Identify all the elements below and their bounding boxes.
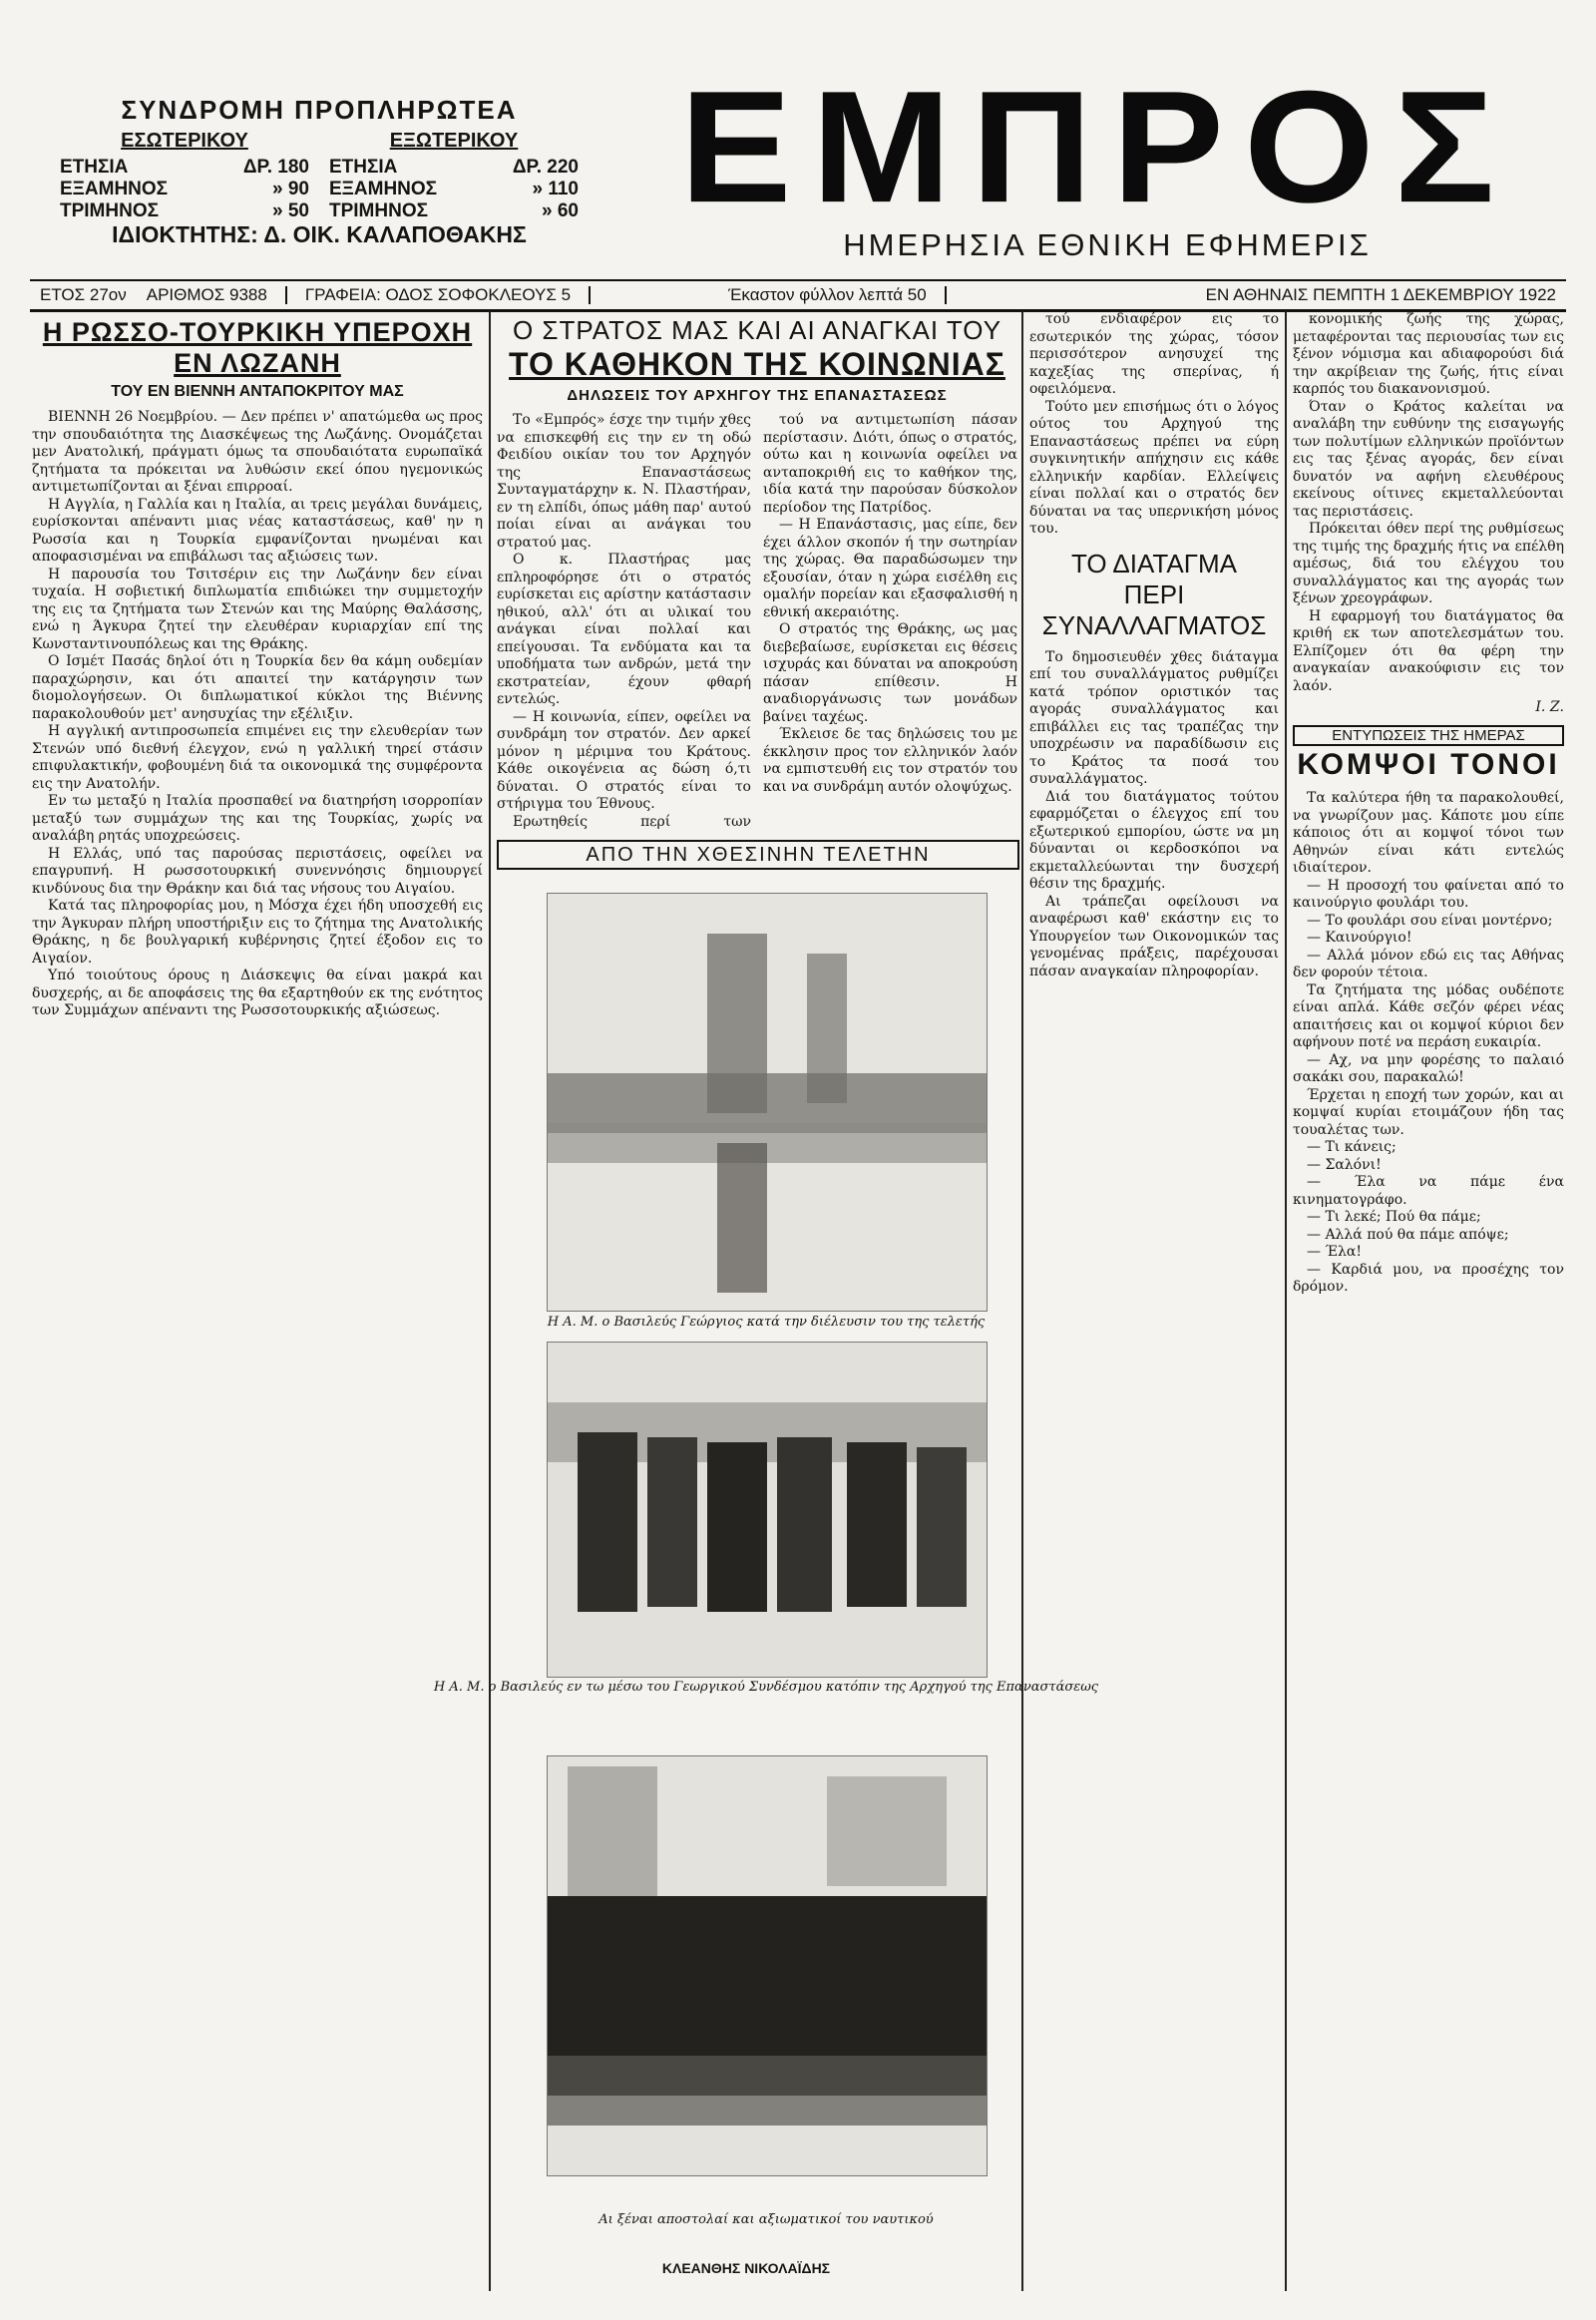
- paragraph: Κατά τας πληροφορίας μου, η Μόσχα έχει ήδη υποσχεθή εις την Άγκυραν πλήρη υποστήριξιν εις το ζήτημα της Ανατολικής Θράκης, η δε βουλγαρική κυβέρνησις ζητεί έξοδον εις το Αιγαίον.: [32, 898, 483, 967]
- domestic-period: ΤΡΙΜΗΝΟΣ: [60, 200, 160, 221]
- article-continuation: [1029, 311, 1279, 539]
- newspaper-tagline: ΗΜΕΡΗΣΙΑ ΕΘΝΙΚΗ ΕΦΗΜΕΡΙΣ: [843, 227, 1372, 262]
- photo-caption: Η Α. Μ. ο Βασιλεύς Γεώργιος κατά την διέλευσιν του της τελετής: [547, 1315, 986, 1330]
- article-army-needs: [497, 311, 1017, 830]
- article-subtitle: ΤΟΥ ΕΝ ΒΙΕΝΝΗ ΑΝΤΑΠΟΚΡΙΤΟΥ ΜΑΣ: [111, 383, 404, 400]
- domestic-period: ΕΞΑΜΗΝΟΣ: [60, 179, 169, 199]
- separator: [945, 286, 947, 304]
- photo-caption: Αι ξέναι αποστολαί και αξιωματικοί του ναυτικού: [598, 2212, 934, 2227]
- paragraph: Τούτο μεν επισήμως ότι ο λόγος ούτος του Αρχηγού της Επαναστάσεως πρέπει να εύρη συγκινητικήν απήχησιν εις κάθε ελληνικήν καρδίαν. Ελλείψεις είναι πολλαί και ο στρατός δεν δύναται να τας υπερνικήση μόνος του.: [1029, 398, 1279, 537]
- paragraph: Η Αγγλία, η Γαλλία και η Ιταλία, αι τρεις μεγάλαι δυνάμεις, ευρίσκονται απέναντι μιας νέας καταστάσεως, καθ' ην η Ρωσσία και η Τουρκία εμφανίζονται ηνωμέναι και αποφασισμέναι να επιβάλωσι τας αξιώσεις των.: [32, 496, 483, 565]
- king-photo: [547, 1342, 988, 1678]
- paragraph: Το δημοσιευθέν χθες διάταγμα επί του συναλλάγματος ρυθμίζει κατά τρόπον οριστικόν τας αγοράς συναλλάγματος και επιβάλλει εις τας τραπέζας την υποχρέωσιν να παραδίδωσιν εις το Κράτος τα ποσά του συναλλάγματος.: [1029, 648, 1279, 787]
- subscription-title: ΣΥΝΔΡΟΜΗ ΠΡΟΠΛΗΡΩΤΕΑ: [121, 95, 518, 125]
- article-headline-main: ΤΟ ΚΑΘΗΚΟΝ ΤΗΣ ΚΟΙΝΩΝΙΑΣ: [509, 346, 1005, 382]
- paragraph: — Η Επανάστασις, μας είπε, δεν έχει άλλον σκοπόν ή την σωτηρίαν της χώρας. Θα παραδώσωμεν την εξουσίαν, όταν η χώρα εισέλθη εις ομαλήν πορείαν και εξασφαλισθή η εθνική ακεραιότης.: [763, 517, 1017, 620]
- article-headline: Ο ΣΤΡΑΤΟΣ ΜΑΣ ΚΑΙ ΑΙ ΑΝΑΓΚΑΙ ΤΟΥ: [512, 315, 1002, 345]
- kompsoi-headline: ΚΟΜΨΟΙ ΤΟΝΟΙ: [1297, 748, 1560, 781]
- column-rule: [1021, 311, 1023, 2291]
- owner-line: ΙΔΙΟΚΤΗΤΗΣ: Δ. ΟΙΚ. ΚΑΛΑΠΟΘΑΚΗΣ: [112, 221, 527, 247]
- paragraph: Έκλεισε δε τας δηλώσεις του με έκκλησιν προς τον ελληνικόν λαόν να εμπιστευθή εις τον στρατόν του και να συνδράμη αυτόν ολοψύχως.: [763, 726, 1017, 795]
- paragraph: — Η κοινωνία, είπεν, οφείλει να συνδράμη τον στρατόν. Δεν αρκεί μόνον η μέριμνα του Κράτους. Κάθε οικογένεια ας δώση ό,τι δύναται. Ο στρατός είναι το στήριγμα του Έθνους.: [497, 708, 751, 812]
- ceremony-photo: [547, 893, 988, 1312]
- foreign-label: ΕΞΩΤΕΡΙΚΟΥ: [389, 130, 519, 152]
- paragraph: Αι τράπεζαι οφείλουσι να αναφέρωσι καθ' εκάστην εις το Υπουργείον των Οικονομικών τας γενομένας πράξεις, παρέχουσαι πάσαν αναγκαίαν πληροφορίαν.: [1029, 893, 1279, 979]
- subscription-domestic: [60, 130, 309, 222]
- domestic-price: ΔΡ. 180: [242, 157, 309, 178]
- paragraph: — Καρδιά μου, να προσέχης τον δρόμον.: [1293, 1261, 1564, 1295]
- paragraph: — Τι λεκέ; Πού θα πάμε;: [1307, 1209, 1481, 1225]
- foreign-price: ΔΡ. 220: [512, 157, 579, 178]
- diatagma-body: [1029, 649, 1279, 981]
- offices-address: ΓΡΑΦΕΙΑ: ΟΔΟΣ ΣΟΦΟΚΛΕΟΥΣ 5: [304, 285, 572, 304]
- issue-number: ΑΡΙΘΜΟΣ 9388: [146, 285, 267, 304]
- column-rule: [1285, 311, 1287, 2291]
- foreign-period: ΤΡΙΜΗΝΟΣ: [329, 200, 429, 221]
- diatagma-headline: ΤΟ ΔΙΑΤΑΓΜΑ: [1070, 548, 1238, 579]
- kompsoi-body: [1293, 790, 1564, 1297]
- paragraph: Όταν ο Κράτος καλείται να αναλάβη την ευθύνην της εισαγωγής των πολυτίμων ελληνικών προϊόντων εις τας ξένας αγοράς, δεν είναι δυνατόν να αφήνη ελευθέρους εκείνους οίτινες εκμεταλλεύονται τας περιστάσεις.: [1293, 398, 1564, 520]
- paragraph: Η εφαρμογή του διατάγματος θα κριθή εκ των αποτελεσμάτων του. Ελπίζομεν ότι θα φέρη την αναγκαίαν ανακούφισιν εις τον λαόν.: [1293, 607, 1564, 694]
- article-subheadline: ΔΗΛΩΣΕΙΣ ΤΟΥ ΑΡΧΗΓΟΥ ΤΗΣ ΕΠΑΝΑΣΤΑΣΕΩΣ: [567, 387, 948, 404]
- paragraph: ΒΙΕΝΝΗ 26 Νοεμβρίου. — Δεν πρέπει ν' απατώμεθα ως προς την σπουδαιότητα της Διασκέψεως της Λωζάνης. Ονομάζεται μεν Ανατολική, πράγματι όμως τα σπουδαιότατα ευρωπαϊκά ζητήματα τα πρόκειται να λυθώσιν εκεί όπου ηγεμονικώς αντιμετωπίζονται αι ξέναι επιρροαί.: [32, 409, 483, 495]
- paragraph: Πρόκειται όθεν περί της ρυθμίσεως της τιμής της δραχμής ήτις να επέλθη αμέσως, διά του ελέγχου του συναλλάγματος και της αγοράς των ξένων χρεογράφων.: [1293, 521, 1564, 606]
- paragraph: Το «Εμπρός» έσχε την τιμήν χθες να επισκεφθή εις την εν τη οδώ Φειδίου οικίαν του τον Αρχηγόν της Επαναστάσεως Συνταγματάρχην κ. Ν. Πλαστήραν, εν τη ελπίδι, όπως μάθη παρ' αυτού ποίαι είναι αι ανάγκαι του στρατού μας.: [497, 412, 751, 551]
- paragraph: Ο Ισμέτ Πασάς δηλοί ότι η Τουρκία δεν θα κάμη ουδεμίαν παραχώρησιν, και ότι απαιτεί την κατάργησιν των διομολογήσεων. Οι διπλωματικοί κύκλοι της Βιέννης παρακολουθούν μετ' ανησυχίας την εξέλιξιν.: [32, 653, 483, 722]
- paragraph: Εν τω μεταξύ η Ιταλία προσπαθεί να διατηρήση ισορροπίαν μεταξύ των συμμάχων της και της Τουρκίας, χωρίς να αναλάβη ρητάς υποχρεώσεις.: [32, 793, 483, 844]
- paragraph: — Καινούργιο!: [1307, 930, 1412, 946]
- photo-section-band: ΑΠΟ ΤΗΝ ΧΘΕΣΙΝΗΝ ΤΕΛΕΤΗΝ: [497, 840, 1019, 870]
- article-signature: Ι. Ζ.: [1535, 699, 1564, 715]
- paragraph: — Έλα να πάμε ένα κινηματογράφο.: [1293, 1174, 1564, 1208]
- paragraph: Ερωτηθείς περί των: [513, 813, 751, 830]
- paragraph: Τα καλύτερα ήθη τα παρακολουθεί, να γνωρίζουν μας. Κάποτε μου είπε κάποιος ότι αι κομψοί τόνοι των Αθηνών είναι κάτι εντελώς ιδιαίτερον.: [1293, 790, 1564, 876]
- domestic-label: ΕΣΩΤΕΡΙΚΟΥ: [121, 130, 248, 152]
- column-rule: [489, 311, 491, 2291]
- issue-date: ΕΝ ΑΘΗΝΑΙΣ ΠΕΜΠΤΗ 1 ΔΕΚΕΜΒΡΙΟΥ 1922: [1205, 285, 1556, 304]
- paragraph: Η παρουσία του Τσιτσέριν εις την Λωζάνην δεν είναι τυχαία. Η σοβιετική διπλωματία επιδιώκει την συμμετοχήν της εις τα ζητήματα των Στενών και της Μαύρης Θαλάσσης, ενώ η Άγκυρα ζητεί την ελευθέραν κυριαρχίαν επί της Κωνσταντινουπόλεως και της Θράκης.: [32, 566, 483, 652]
- delegations-photo: [547, 1755, 988, 2176]
- paragraph: — Το φουλάρι σου είναι μοντέρνο;: [1307, 912, 1553, 929]
- paragraph: τού ενδιαφέρον εις το εσωτερικόν της χώρας, τόσον περισσότερον ανησυχεί της καχεξίας της σπερίνας, ή οφειλόμενα.: [1029, 311, 1279, 397]
- article-continuation: [1293, 311, 1564, 695]
- article-byline: ΚΛΕΑΝΘΗΣ ΝΙΚΟΛΑΪΔΗΣ: [661, 2260, 831, 2276]
- paragraph: — Σαλόνι!: [1307, 1156, 1382, 1173]
- paragraph: τού να αντιμετωπίση πάσαν περίστασιν. Διότι, όπως ο στρατός, ούτω και η κοινωνία οφείλει να ανταποκριθή εις το καθήκον της, ιδία κατά την παρούσαν δύσκολον περίοδον της Πατρίδος.: [763, 412, 1017, 516]
- separator: [285, 286, 287, 304]
- article-body: [32, 409, 483, 1020]
- paragraph: — Αχ, να μην φορέσης το παλαιό σακάκι σου, παρακαλώ!: [1293, 1051, 1564, 1085]
- column-four: [1029, 311, 1279, 2286]
- paragraph: — Αλλά μόνον εδώ εις τας Αθήνας δεν φορούν τέτοια.: [1293, 947, 1564, 980]
- paragraph: κονομικής ζωής της χώρας, μεταφέρονται τας περιουσίας των εις ξένον νόμισμα και αδιαφορούσι διά την ακρίβειαν της ζωής, ήτις είναι καρπός του διακανονισμού.: [1293, 311, 1564, 397]
- domestic-period: ΕΤΗΣΙΑ: [60, 157, 129, 178]
- article-body-left: [497, 412, 751, 830]
- dateline: [30, 279, 1566, 312]
- separator: [589, 286, 591, 304]
- article-body-right: [763, 412, 1017, 830]
- impressions-header: ΕΝΤΥΠΩΣΕΙΣ ΤΗΣ ΗΜΕΡΑΣ: [1293, 725, 1564, 746]
- paragraph: — Η προσοχή του φαίνεται από το καινούργιο φουλάρι του.: [1293, 877, 1564, 911]
- paragraph: Η αγγλική αντιπροσωπεία επιμένει εις την ελευθερίαν των Στενών υπό διεθνή έλεγχον, ενώ η γαλλική τηρεί στάσιν επιφυλακτικήν, φοβουμένη διά τα οικονομικά της συμφέροντα εις την Ανατολήν.: [32, 723, 483, 792]
- photo-caption: Η Α. Μ. ο Βασιλεύς εν τω μέσω του Γεωργικού Συνδέσμου κατόπιν της Αρχηγού της Επαναστάσεως: [433, 1680, 1099, 1695]
- paragraph: Διά του διατάγματος τούτου εφαρμόζεται ο έλεγχος επί του εξωτερικού εμπορίου, ώστε να μη δύνανται οι κερδοσκόποι να εκμεταλλεύωνται την δυσχερή θέσιν της δραχμής.: [1029, 788, 1279, 892]
- issue-price: Έκαστον φύλλον λεπτά 50: [728, 285, 927, 304]
- paragraph: — Αλλά πού θα πάμε απόψε;: [1307, 1226, 1509, 1243]
- paragraph: Ο κ. Πλαστήρας μας επληροφόρησε ότι ο στρατός ευρίσκεται εις αρίστην κατάστασιν ηθικού, αλλ' ότι αι υλικαί του ανάγκαι είναι πολλαί και επείγουσαι. Τα ενδύματα και τα υποδήματα των ανδρών, μετά την εκστρατείαν, έχουν φθαρή εντελώς.: [497, 552, 751, 707]
- domestic-price: » 50: [272, 200, 309, 221]
- domestic-price: » 90: [272, 179, 309, 199]
- foreign-period: ΕΞΑΜΗΝΟΣ: [329, 179, 438, 199]
- article-headline: Η ΡΩΣΣΟ-ΤΟΥΡΚΙΚΗ ΥΠΕΡΟΧΗ ΕΝ ΛΩΖΑΝΗ: [42, 317, 473, 378]
- column-five: [1293, 311, 1564, 2286]
- subscription-foreign: [329, 130, 579, 222]
- year-label: ΕΤΟΣ 27ον: [40, 285, 127, 304]
- foreign-price: » 110: [532, 179, 579, 199]
- foreign-period: ΕΤΗΣΙΑ: [329, 157, 398, 178]
- diatagma-subheadline: ΠΕΡΙ ΣΥΝΑΛΛΑΓΜΑΤΟΣ: [1041, 579, 1267, 640]
- paragraph: — Έλα!: [1307, 1244, 1363, 1260]
- foreign-price: » 60: [542, 200, 579, 221]
- paragraph: Υπό τοιούτους όρους η Διάσκεψις θα είναι μακρά και δυσχερής, αι δε αποφάσεις της θα εξαρτηθούν εκ της ενότητος των Συμμάχων απέναντι της Ρωσσοτουρκικής αξιώσεως.: [32, 967, 483, 1018]
- paragraph: Τα ζητήματα της μόδας ουδέποτε είναι απλά. Κάθε σεζόν φέρει νέας απαιτήσεις και οι κομψοί κύριοι δεν αφήνουν ποτέ να περάση ευκαιρία.: [1293, 981, 1564, 1050]
- newspaper-logo: ΕΜΠΡΟΣ: [679, 57, 1515, 236]
- paragraph: Η Ελλάς, υπό τας παρούσας περιστάσεις, οφείλει να επαγρυπνή. Η ρωσσοτουρκική συνεννόησις δημιουργεί κινδύνους δια την Θράκην και διά τας νήσους του Αιγαίου.: [32, 845, 483, 897]
- article-russo-turkish: [32, 311, 483, 2286]
- paragraph: — Τι κάνεις;: [1307, 1139, 1396, 1155]
- paragraph: Ο στρατός της Θράκης, ως μας διεβεβαίωσε, ευρίσκεται εις θέσεις ισχυράς και δύναται να αποκρούση πάσαν επίθεσιν. Η αναδιοργάνωσις των μονάδων βαίνει ταχέως.: [763, 621, 1017, 725]
- paragraph: Έρχεται η εποχή των χορών, και αι κομψαί κυρίαι ετοιμάζουν ήδη τας τουαλέτας των.: [1293, 1086, 1564, 1138]
- subscription-box: [60, 95, 579, 222]
